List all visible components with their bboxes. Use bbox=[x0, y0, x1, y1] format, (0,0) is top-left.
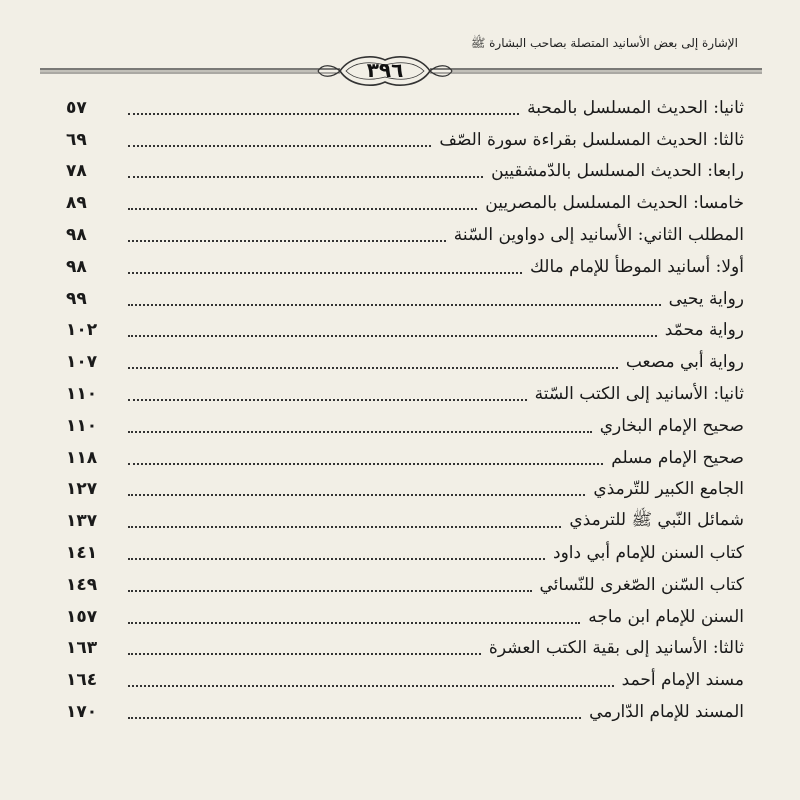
toc-entry-page-number: ٩٩ bbox=[66, 288, 87, 309]
toc-entry-title: السنن للإمام ابن ماجه bbox=[588, 606, 744, 627]
dot-leader bbox=[128, 335, 657, 337]
toc-entry-page-number: ١٣٧ bbox=[66, 511, 98, 532]
toc-entry-title: الجامع الكبير للتّرمذي bbox=[593, 479, 744, 500]
dot-leader bbox=[128, 304, 661, 306]
toc-entry bbox=[66, 410, 744, 442]
page-number: ٣٩٦ bbox=[366, 58, 404, 82]
toc-entry-page-number: ٩٨ bbox=[66, 225, 87, 246]
toc-entry-title: أولا: أسانيد الموطأ للإمام مالك bbox=[529, 256, 744, 277]
toc-entry-page-number: ١٥٧ bbox=[66, 606, 98, 627]
toc-entry-title: ثانيا: الأسانيد إلى الكتب السّتة bbox=[534, 384, 744, 405]
toc-entry bbox=[66, 664, 744, 696]
toc-entry-page-number: ١٧٠ bbox=[66, 702, 98, 723]
toc-entry-title: صحيح الإمام البخاري bbox=[599, 415, 744, 436]
dot-leader bbox=[128, 399, 527, 401]
toc-entry-page-number: ١١٨ bbox=[66, 447, 98, 468]
toc-entry-title: ثالثا: الأسانيد إلى بقية الكتب العشرة bbox=[488, 638, 744, 659]
toc-entry-title: ثانيا: الحديث المسلسل بالمحبة bbox=[527, 97, 744, 118]
toc-entry-page-number: ٥٧ bbox=[66, 97, 87, 118]
toc-entry-page-number: ١١٠ bbox=[66, 415, 98, 436]
toc-entry bbox=[66, 92, 744, 124]
toc-entry bbox=[66, 124, 744, 156]
toc-entry-title: المطلب الثاني: الأسانيد إلى دواوين السّنة bbox=[453, 225, 744, 246]
toc-entry-page-number: ١٤١ bbox=[66, 543, 98, 564]
toc-entry-title: رواية محمّد bbox=[664, 320, 744, 341]
dot-leader bbox=[128, 113, 519, 115]
dot-leader bbox=[128, 463, 603, 465]
header-ornament bbox=[0, 0, 800, 100]
toc-entry-page-number: ١٢٧ bbox=[66, 479, 98, 500]
toc-entry bbox=[66, 505, 744, 537]
toc-entry-page-number: ١٦٤ bbox=[66, 670, 98, 691]
dot-leader bbox=[128, 685, 614, 687]
toc-entry-title: صحيح الإمام مسلم bbox=[611, 447, 744, 468]
dot-leader bbox=[128, 240, 446, 242]
toc-entry bbox=[66, 283, 744, 315]
dot-leader bbox=[128, 367, 618, 369]
dot-leader bbox=[128, 526, 561, 528]
toc-entry-page-number: ٦٩ bbox=[66, 129, 87, 150]
dot-leader bbox=[128, 590, 532, 592]
toc-entry-page-number: ١٦٣ bbox=[66, 638, 98, 659]
toc-entry bbox=[66, 442, 744, 474]
toc-entry bbox=[66, 187, 744, 219]
dot-leader bbox=[128, 145, 431, 147]
toc-entry bbox=[66, 537, 744, 569]
toc-entry-title: مسند الإمام أحمد bbox=[621, 670, 744, 691]
dot-leader bbox=[128, 272, 522, 274]
toc-entry-page-number: ١٠٢ bbox=[66, 320, 98, 341]
toc-entry bbox=[66, 219, 744, 251]
running-header: الإشارة إلى بعض الأسانيد المتصلة بصاحب البشارة ﷺ bbox=[470, 36, 738, 50]
toc-entry-title: المسند للإمام الدّارمي bbox=[589, 702, 744, 723]
toc-entry bbox=[66, 156, 744, 188]
toc-entry-page-number: ٩٨ bbox=[66, 256, 87, 277]
toc-entry-title: كتاب السّنن الصّغرى للنّسائي bbox=[539, 574, 744, 595]
toc-entry bbox=[66, 569, 744, 601]
toc-entry-title: رابعا: الحديث المسلسل بالدّمشقيين bbox=[491, 161, 744, 182]
toc-entry-page-number: ٨٩ bbox=[66, 193, 87, 214]
toc-entry-title: خامسا: الحديث المسلسل بالمصريين bbox=[485, 193, 744, 214]
dot-leader bbox=[128, 653, 481, 655]
toc-entry-title: كتاب السنن للإمام أبي داود bbox=[553, 543, 744, 564]
toc-entry bbox=[66, 378, 744, 410]
toc-entry-page-number: ١٤٩ bbox=[66, 574, 98, 595]
toc-entry bbox=[66, 601, 744, 633]
toc-entry bbox=[66, 633, 744, 665]
toc-entry bbox=[66, 346, 744, 378]
dot-leader bbox=[128, 717, 581, 719]
toc-entry-title: رواية يحيى bbox=[668, 288, 744, 309]
dot-leader bbox=[128, 176, 483, 178]
toc-entry-page-number: ٧٨ bbox=[66, 161, 87, 182]
table-of-contents bbox=[66, 92, 744, 728]
toc-entry-title: رواية أبي مصعب bbox=[625, 352, 744, 373]
dot-leader bbox=[128, 494, 585, 496]
dot-leader bbox=[128, 208, 477, 210]
toc-entry-title: ثالثا: الحديث المسلسل بقراءة سورة الصّف bbox=[439, 129, 744, 150]
dot-leader bbox=[128, 558, 545, 560]
toc-entry-page-number: ١٠٧ bbox=[66, 352, 98, 373]
toc-entry-title: شمائل النّبي ﷺ للترمذي bbox=[569, 509, 744, 530]
toc-entry-page-number: ١١٠ bbox=[66, 384, 98, 405]
toc-entry bbox=[66, 474, 744, 506]
toc-entry bbox=[66, 696, 744, 728]
toc-entry bbox=[66, 251, 744, 283]
dot-leader bbox=[128, 431, 592, 433]
toc-entry bbox=[66, 315, 744, 347]
dot-leader bbox=[128, 622, 580, 624]
